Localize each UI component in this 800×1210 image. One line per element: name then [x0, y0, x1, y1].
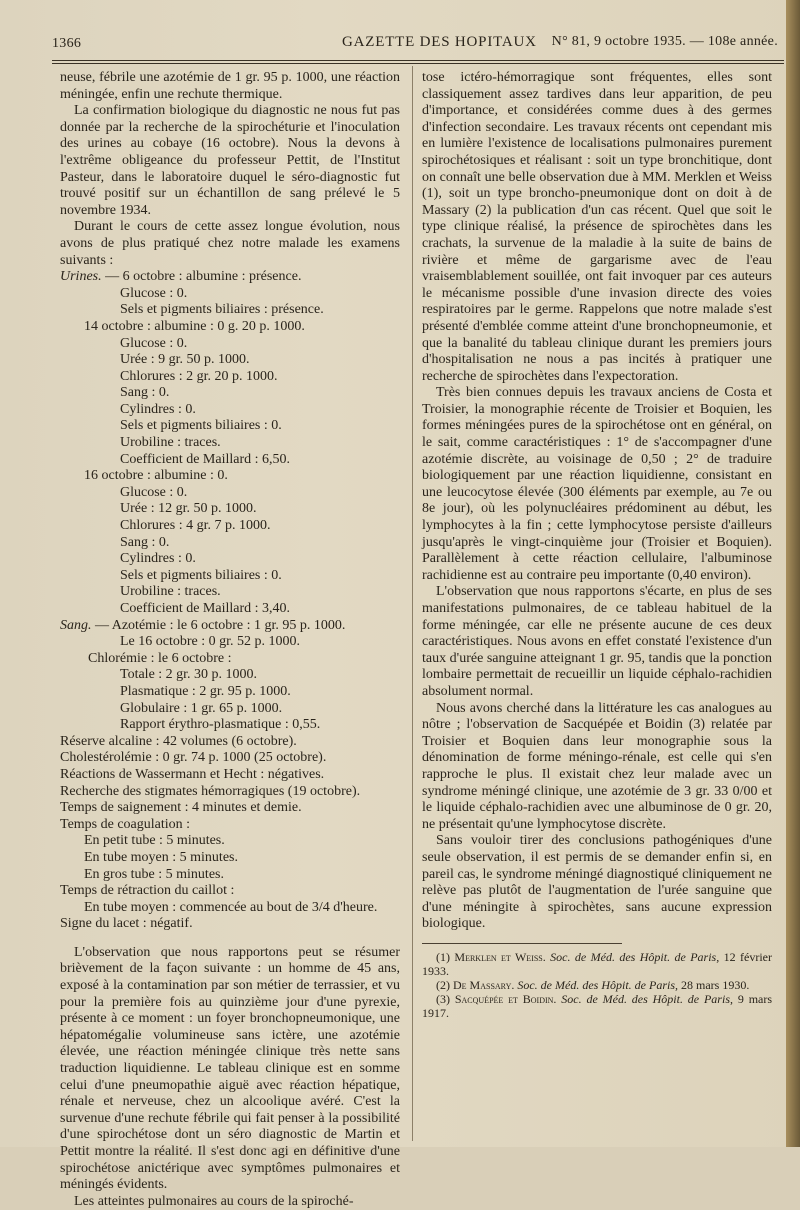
lab-result-line — [60, 916, 400, 933]
footnote-reference: Soc. de Méd. des Hôpit. de Paris, — [550, 949, 724, 964]
footnote — [422, 978, 772, 992]
lab-result-text: Sang : 0. — [120, 534, 170, 550]
left-paragraph: Durant le cours de cette assez longue évolution, nous avons de plus pratiqué chez notre malade les examens suivants : — [60, 219, 400, 268]
lab-result-line — [60, 667, 400, 684]
lab-result-text: Cylindres : 0. — [120, 401, 196, 417]
lab-result-line — [60, 634, 400, 651]
lab-result-text: Glucose : 0. — [120, 484, 188, 500]
lab-result-text: Plasmatique : 2 gr. 95 p. 1000. — [120, 683, 291, 699]
lab-result-line — [60, 767, 400, 784]
lab-result-text: Sang : 0. — [120, 385, 170, 401]
page-number: 1366 — [52, 36, 82, 51]
footnote-author: De Massary. — [453, 977, 518, 992]
column-separator — [412, 66, 413, 1141]
lab-result-line — [60, 402, 400, 419]
section-label: Sang. — [60, 617, 92, 633]
lab-result-text: Réactions de Wassermann et Hecht : négatives. — [60, 766, 325, 782]
lab-result-text: Rapport érythro-plasmatique : 0,55. — [120, 717, 321, 733]
lab-result-line — [60, 684, 400, 701]
lab-result-text: — 6 octobre : albumine : présence. — [105, 269, 302, 285]
lab-result-text: — Azotémie : le 6 octobre : 1 gr. 95 p. 1000. — [95, 617, 346, 633]
lab-result-line — [60, 385, 400, 402]
lab-result-line — [60, 900, 400, 917]
lab-result-line — [60, 800, 400, 817]
footnote — [422, 992, 772, 1020]
lab-result-line — [60, 701, 400, 718]
lab-result-line — [60, 501, 400, 518]
lab-result-line — [60, 584, 400, 601]
lab-result-text: Recherche des stigmates hémorragiques (19 octobre). — [60, 783, 361, 799]
lab-result-line — [60, 418, 400, 435]
footnote-date: 12 février 1933. — [422, 949, 773, 978]
footnote-number: (1) — [436, 949, 455, 964]
lab-result-text: En tube moyen : commencée au bout de 3/4 d'heure. — [84, 899, 378, 915]
issue-info: N° 81, 9 octobre 1935. — 108e année. — [551, 34, 778, 49]
footnotes — [422, 950, 772, 1020]
lab-result-text: Le 16 octobre : 0 gr. 52 p. 1000. — [120, 634, 301, 650]
lab-result-text: Urobiline : traces. — [120, 435, 221, 451]
left-column — [60, 70, 400, 1210]
left-paragraph: L'observation que nous rapportons peut se résumer brièvement de la façon suivante : un homme de 45 ans, exposé à la contamination par son métier de terrassier, et vu pour la première fois au quinzième jour d'une pyrexie, présente à ce moment : un foyer bronchopneumonique, une hépatomégalie volumineuse sans ictère, une azotémie élevée, une réaction méningée clinique très nette sans traduction liquidienne. Le tableau clinique est en somme celui d'une pneumopathie aiguë avec réaction hépatique, rénale et nerveuse, chez un alcoolique avéré. C'est la survenue d'une rechute fébrile qui fait penser à la possibilité d'une spirochétose dont un séro diagnostic de Martin et Pettit montre la réalité. Il s'est donc agi en définitive d'une spirochétose anictérique avec symptômes pulmonaires et méningés évidents. — [60, 944, 400, 1193]
lab-result-text: Sels et pigments biliaires : 0. — [120, 418, 282, 434]
lab-result-text: Cholestérolémie : 0 gr. 74 p. 1000 (25 octobre). — [60, 750, 327, 766]
lab-result-line — [60, 369, 400, 386]
lab-result-line — [60, 651, 400, 668]
footnote-rule — [422, 943, 622, 950]
lab-result-text: Réserve alcaline : 42 volumes (6 octobre). — [60, 733, 297, 749]
blood-results — [60, 618, 400, 933]
journal-title: GAZETTE DES HOPITAUX — [342, 34, 537, 50]
footnote — [422, 950, 772, 978]
lab-result-text: Urée : 12 gr. 50 p. 1000. — [120, 501, 257, 517]
lab-result-text: Chlorémie : le 6 octobre : — [88, 650, 232, 666]
footnote-reference: Soc. de Méd. des Hôpit. de Paris, — [561, 991, 738, 1006]
footnote-author: Sacquépée et Boidin. — [454, 991, 562, 1006]
lab-result-line — [60, 468, 400, 485]
lab-result-text: Temps de rétraction du caillot : — [60, 883, 235, 899]
footnote-author: Merklen et Weiss. — [454, 949, 551, 964]
lab-result-line — [60, 302, 400, 319]
spacer — [60, 933, 400, 945]
lab-result-text: Glucose : 0. — [120, 335, 188, 351]
lab-result-line — [60, 833, 400, 850]
lab-result-text: 16 octobre : albumine : 0. — [84, 468, 228, 484]
lab-result-text: Chlorures : 2 gr. 20 p. 1000. — [120, 368, 278, 384]
lab-result-text: Cylindres : 0. — [120, 551, 196, 567]
lab-result-text: En petit tube : 5 minutes. — [84, 833, 225, 849]
lab-result-line — [60, 485, 400, 502]
lab-result-line — [60, 551, 400, 568]
lab-result-text: Coefficient de Maillard : 3,40. — [120, 601, 291, 616]
lab-result-line — [60, 286, 400, 303]
lab-result-line — [60, 535, 400, 552]
left-paragraph: Les atteintes pulmonaires au cours de la spiroché- — [74, 1193, 354, 1209]
lab-result-text: Temps de saignement : 4 minutes et demie. — [60, 800, 302, 816]
left-paragraph: neuse, fébrile une azotémie de 1 gr. 95 p. 1000, une réaction méningée, enfin une rechute thermique. — [60, 70, 400, 102]
lab-result-line — [60, 734, 400, 751]
lab-result-line — [60, 568, 400, 585]
lab-result-line — [60, 352, 400, 369]
lab-result-text: Totale : 2 gr. 30 p. 1000. — [120, 667, 258, 683]
lab-result-line — [60, 601, 400, 618]
lab-result-text: Urobiline : traces. — [120, 584, 221, 600]
footnote-date: 28 mars 1930. — [681, 977, 750, 992]
footnote-number: (3) — [436, 991, 455, 1006]
lab-result-line — [60, 452, 400, 469]
lab-result-line — [60, 817, 400, 834]
lab-result-text: Urée : 9 gr. 50 p. 1000. — [120, 352, 250, 368]
lab-result-line — [60, 435, 400, 452]
right-column — [422, 70, 772, 1020]
lab-result-text: Globulaire : 1 gr. 65 p. 1000. — [120, 700, 283, 716]
lab-result-line — [60, 750, 400, 767]
right-paragraph: Sans vouloir tirer des conclusions pathogéniques d'une seule observation, il est permis de se demander enfin si, en pareil cas, le syndrome méningé diagnostiqué cliniquement ne relève pas plutôt de l'augmentation de l'urée sanguine que d'une méningite à spirochètes, sans aucune expression biologique. — [422, 833, 772, 932]
lab-result-line — [60, 784, 400, 801]
lab-result-line — [60, 518, 400, 535]
lab-result-text: En gros tube : 5 minutes. — [84, 866, 224, 882]
lab-result-line — [60, 269, 400, 286]
right-paragraph: L'observation que nous rapportons s'écarte, en plus de ses manifestations pulmonaires, de ce tableau habituel de la forme méningée, car elle ne présente aucune de ces deux caractéristiques. Nous avons en effet constaté l'existence d'un taux d'urée sanguine atteignant 1 gr. 95, tandis que la ponction lombaire permettait de recueillir un liquide céphalo-rachidien absolument normal. — [422, 584, 772, 699]
lab-result-text: Sels et pigments biliaires : présence. — [120, 302, 324, 318]
right-paragraph: Nous avons cherché dans la littérature les cas analogues au nôtre ; l'observation de Sacquépée et Boidin (3) relatée par Troisier et Boquien dans leur monographie sous la dénomination de forme méningo-rénale, est celle qui s'en rapproche le plus. Il existait chez leur malade avec un syndrome méningé clinique, une azotémie de 3 gr. 33 0/00 et le liquide céphalo-rachidien avec une albuminose de 0 gr. 20, ne présentait qu'une lymphocytose discrète. — [422, 700, 772, 832]
lab-result-line — [60, 336, 400, 353]
page-edge — [786, 0, 800, 1147]
header-rule-2 — [52, 63, 784, 64]
lab-result-line — [60, 867, 400, 884]
lab-result-text: Coefficient de Maillard : 6,50. — [120, 451, 291, 467]
lab-result-text: Signe du lacet : négatif. — [60, 916, 193, 932]
footnote-date: 9 mars 1917. — [422, 991, 773, 1020]
lab-result-line — [60, 618, 400, 635]
lab-result-line — [60, 850, 400, 867]
left-paragraph: La confirmation biologique du diagnostic ne nous fut pas donnée par la recherche de la spirochéturie et l'inoculation des urines au cobaye (16 octobre). Nous la devons à l'extrême obligeance du professeur Pettit, de l'Institut Pasteur, dans le laboratoire duquel le séro-diagnostic fut trouvé positif sur un échantillon de sang prélevé le 5 novembre 1934. — [60, 103, 400, 218]
footnote-number: (2) — [436, 977, 453, 992]
right-paragraph: tose ictéro-hémorragique sont fréquentes, elles sont classiquement assez tardives dans leur apparition, de peu d'importance, et considérées comme dues à des germes d'infection secondaire. Les travaux récents ont cependant mis en lumière l'existence de localisations pulmonaires purement spirochétosiques et réalisant : soit un type bronchitique, dont on connaît une belle observation due à MM. Merklen et Weiss (1), soit un type broncho-pneumonique dont on doit à de Massary (2) la publication d'un cas récent. Quel que soit le type clinique réalisé, la présence de spirochètes dans les crachats, la survenue de la maladie à la suite de bains de rivière et même de gargarisme avec de l'eau vraisemblablement souillée, ont fait invoquer par ces auteurs le mécanisme possible d'une invasion directe des voies respiratoires par le germe. Rappelons que notre malade s'est présenté d'emblée comme atteint d'une bronchopneumonie, et que la banalité du tableau clinique durant les premiers jours d'hospitalisation ne nous a pas incités à pratiquer une recherche de spirochètes dans l'expectoration. — [422, 70, 772, 384]
lab-result-text: Sels et pigments biliaires : 0. — [120, 567, 282, 583]
header-rule — [52, 60, 784, 61]
lab-result-text: En tube moyen : 5 minutes. — [84, 849, 238, 865]
footnote-reference: Soc. de Méd. des Hôpit. de Paris, — [517, 977, 681, 992]
lab-result-text: Chlorures : 4 gr. 7 p. 1000. — [120, 518, 271, 534]
lab-result-text: 14 octobre : albumine : 0 g. 20 p. 1000. — [84, 318, 305, 334]
lab-result-text: Glucose : 0. — [120, 285, 188, 301]
urine-results — [60, 269, 400, 617]
page-header — [52, 34, 784, 56]
right-paragraph: Très bien connues depuis les travaux anciens de Costa et Troisier, la monographie récente de Troisier et Boquien, les formes méningées pures de la spirochétose ont en général, on le sait, comme caractéristiques : 1° de s'accompagner d'une azotémie discrète, au voisinage de 0,50 ; 2° de traduire biologiquement par une réaction liquidienne, consistant en une leucocytose élevée (300 éléments par exemple, au 7e ou 8e jour), où les polynucléaires prédominent au début, les lymphocytes à la fin ; cette lymphocytose persiste d'ailleurs jusqu'après le vingt-cinquième jour (Troisier et Boquien). Parallèlement à cette réaction cellulaire, l'albuminose rachidienne est au contraire peu importante (0,40 environ). — [422, 385, 772, 583]
lab-result-line — [60, 319, 400, 336]
lab-result-text: Temps de coagulation : — [60, 816, 191, 832]
lab-result-line — [60, 717, 400, 734]
lab-result-line — [60, 883, 400, 900]
section-label: Urines. — [60, 269, 102, 285]
